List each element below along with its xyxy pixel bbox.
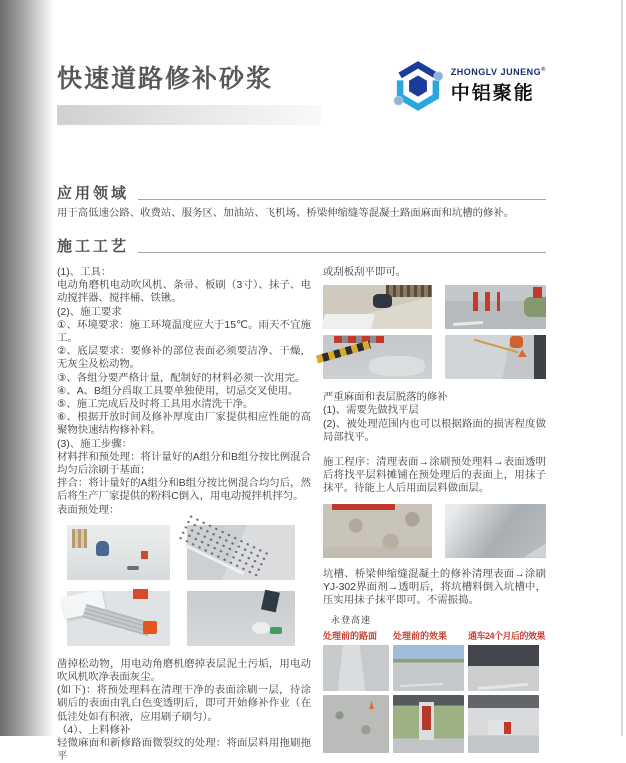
paragraph: （4）、上料修补 (57, 724, 131, 736)
paragraph: 拌合：将计量好的A组分和B组分按比例混合均匀后，然后将生产厂家提供的粉料C倒入，用电动搅拌机拌匀。 (57, 478, 311, 503)
title-accent-bar (57, 105, 321, 125)
photo-case-under-canopy-truck (468, 695, 539, 753)
page-binding-shadow (0, 0, 54, 736)
case-photo-grid (323, 645, 546, 753)
paragraph: 电动角磨机电动吹风机、条帚、板刷（3寸）、抹子、电动搅拌器、搅拌桶、铁锹。 (57, 280, 311, 305)
photo-squeegee-spreading (445, 335, 546, 379)
application-body: 用于高低速公路、收费站、服务区、加油站、飞机场、桥梁伸缩缝等混凝土路面麻面和坑槽的修补。 (57, 208, 515, 219)
photo-smooth-coated-surface (445, 504, 546, 558)
page-edge-line (621, 0, 623, 736)
paragraph: ③、各组分要严格计量，配制好的材料必须一次用完。 (57, 372, 306, 384)
application-heading-row (57, 182, 546, 203)
hexagon-logo-icon (392, 58, 444, 114)
registered-mark: ® (541, 67, 546, 73)
section-application (57, 182, 546, 221)
photo-milled-joint-edge (187, 525, 295, 580)
process-heading-row (57, 235, 546, 256)
leveling-layer-photo-grid (323, 504, 546, 558)
brand-chinese-name: 中铝聚能 (450, 83, 535, 104)
process-heading: 施工工艺 (57, 238, 130, 255)
process-columns (57, 266, 546, 763)
case-column-labels (323, 629, 546, 642)
process-left-column (57, 266, 311, 763)
paragraph: (1)、需要先做找平层 (323, 405, 419, 417)
paragraph: (如下)：将预处理料在清理干净的表面涂刷一层，待涂刷后的表面由乳白色变透明后，即可开始修补作业（在低洼处如有积液，应用刷子刷匀）。 (57, 685, 311, 723)
paragraph: ④、A、B组分舀取工具要单独使用，切忌交叉使用。 (57, 385, 299, 397)
case-label-before-road: 处理前的路面 (323, 631, 378, 642)
paragraph: (1)、工具： (57, 267, 112, 278)
brand-text (451, 67, 546, 105)
page-title: 快速道路修补砂浆 (57, 65, 274, 93)
paragraph: 轻微麻面和新修路面微裂纹的处理：将面层料用拖刷拖平 (57, 738, 311, 763)
paragraph: 坑槽、桥梁伸缩缝混凝土的修补清理表面→涂刷YJ-302界面剂→透明后，将坑槽料倒入坑槽中，压实用抹子抹平即可。不需振捣。 (323, 568, 546, 607)
photo-toll-station-road (445, 285, 546, 329)
photo-worker-priming-slab (67, 525, 170, 580)
paragraph: ⑥、根据开放时间及修补厚度由厂家提供相应性能的高聚物快速结构修补料。 (57, 412, 311, 437)
paragraph: 施工程序：清理表面→涂刷预处理料→表面透明后将找平层料摊铺在预处理后的表面上，用抹子抹平。待能上人后用面层料做面层。 (323, 457, 546, 495)
application-examples-photo-grid (323, 285, 546, 379)
paragraph: 严重麻面和表层脱落的修补 (323, 392, 448, 404)
paragraph: (3)、施工步骤： (57, 438, 133, 450)
surface-pretreatment-photo-grid (67, 525, 311, 646)
paragraph: ②、底层要求：要修补的部位表面必须要洁净、干燥，无灰尘及松动物。 (57, 346, 311, 371)
heading-rule (138, 199, 546, 200)
process-right-column (323, 266, 546, 763)
photo-grinder-cleaning-surface (187, 591, 295, 646)
photo-case-bridge-road (468, 645, 539, 691)
brand-latin-name: ZHONGLV JUNENG® (450, 67, 546, 77)
photo-case-open-road-sky (393, 645, 464, 691)
brand-logo (392, 58, 546, 114)
paragraph: 表面预处理： (57, 504, 120, 516)
paragraph: 或刮板刮平即可。 (323, 267, 407, 278)
case-site-label: 永登高速 (331, 615, 372, 626)
paragraph: ①、环境要求：施工环境温度应大于15℃。雨天不宜施工。 (57, 319, 311, 345)
application-heading: 应用领域 (57, 185, 130, 202)
page-content (57, 0, 546, 763)
section-process (57, 235, 546, 763)
photo-case-toll-pillar (393, 695, 464, 753)
paragraph: (2)、施工要求 (57, 306, 122, 318)
photo-pouring-material-strip (67, 591, 170, 646)
photo-case-speckled-surface (323, 695, 389, 753)
paragraph: 凿掉松动物，用电动角磨机磨掉表层泥土污垢，用电动吹风机吹净表面灰尘。 (57, 658, 311, 684)
photo-case-road-patch (323, 645, 389, 691)
paragraph: 材料拌和预处理：将计量好的A组分和B组分按比例混合均匀后涂刷于基面； (57, 451, 311, 477)
photo-slope-repair-worker (323, 285, 432, 329)
case-label-after-effect: 处理前的效果 (393, 631, 448, 642)
photo-striped-barrier-worksite (323, 335, 432, 379)
case-study-block (323, 613, 546, 753)
case-label-24-months: 通车24个月后的效果 (468, 631, 546, 642)
paragraph: ⑤、施工完成后及时将工具用水清洗干净。 (57, 399, 254, 411)
paragraph: (2)、被处理范围内也可以根据路面的损害程度做局部找平。 (323, 418, 546, 443)
heading-rule (138, 252, 546, 253)
photo-rough-surface-before (323, 504, 432, 558)
